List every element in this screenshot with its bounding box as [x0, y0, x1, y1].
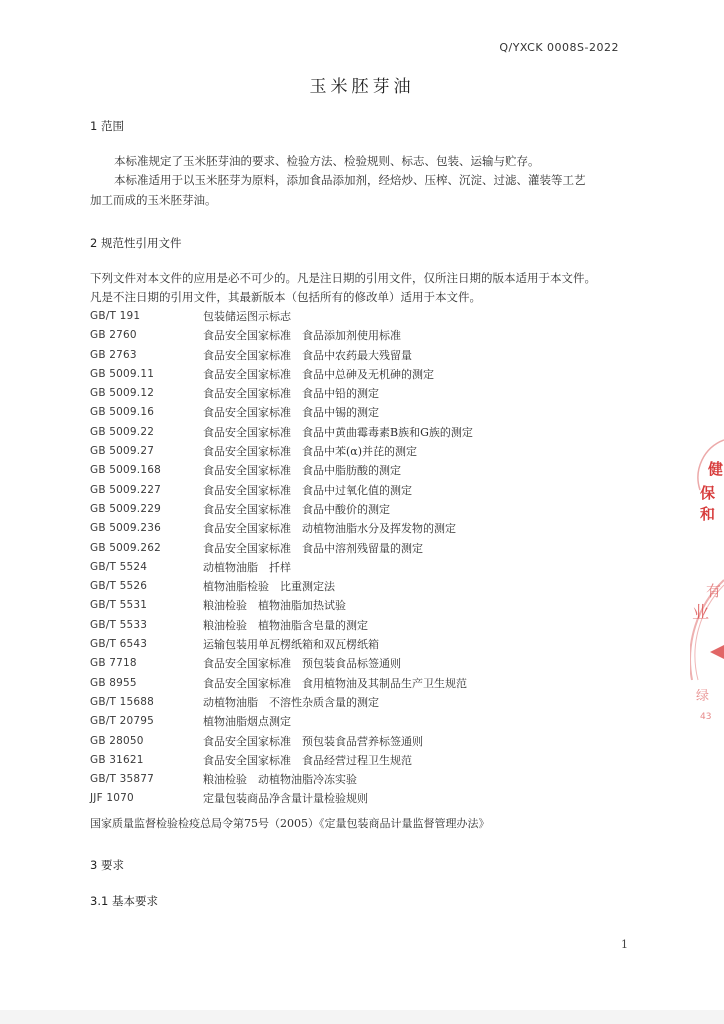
document-title: 玉米胚芽油 [309, 77, 415, 97]
reference-title: 动植物油脂 扦样 [203, 560, 291, 574]
reference-row [90, 751, 473, 770]
reference-title: 粮油检验 植物油脂加热试验 [203, 599, 346, 613]
seal-stamp [690, 430, 724, 760]
reference-title: 食品安全国家标准 食品中黄曲霉毒素B族和G族的测定 [203, 425, 473, 439]
reference-title: 食品安全国家标准 预包装食品标签通则 [203, 657, 401, 671]
reference-code: GB 5009.22 [90, 425, 155, 438]
seal-char-5: 绿 [696, 689, 710, 704]
reference-code: GB/T 35877 [90, 773, 155, 786]
reference-title: 食品安全国家标准 食品中锡的测定 [203, 406, 379, 420]
reference-title: 食品安全国家标准 动植物油脂水分及挥发物的测定 [203, 522, 456, 536]
reference-title: 食品安全国家标准 食用植物油及其制品生产卫生规范 [203, 676, 467, 690]
reference-title: 食品安全国家标准 食品中农药最大残留量 [203, 348, 412, 362]
reference-code: GB 5009.236 [90, 522, 161, 535]
reference-row [90, 403, 473, 422]
seal-char-6: 43 [700, 712, 712, 722]
reference-code: GB 5009.11 [90, 367, 155, 380]
section-1-para-2-line-1: 本标准适用于以玉米胚芽为原料，添加食品添加剂，经焙炒、压榨、沉淀、过滤、灌装等工艺 [114, 173, 586, 187]
reference-row [90, 577, 473, 596]
reference-code: GB/T 5533 [90, 618, 148, 631]
reference-code: GB 5009.227 [90, 483, 161, 496]
reference-row [90, 346, 473, 365]
reference-code: GB/T 5524 [90, 560, 148, 573]
reference-row [90, 461, 473, 480]
reference-title: 食品安全国家标准 食品添加剂使用标准 [203, 329, 401, 343]
reference-title: 粮油检验 植物油脂含皂量的测定 [203, 618, 368, 632]
reference-title: 运输包装用单瓦楞纸箱和双瓦楞纸箱 [203, 638, 379, 652]
reference-row [90, 442, 473, 461]
reference-row [90, 693, 473, 712]
reference-row [90, 712, 473, 731]
reference-row [90, 423, 473, 442]
reference-row [90, 539, 473, 558]
reference-code: GB/T 15688 [90, 695, 155, 708]
reference-title: 动植物油脂 不溶性杂质含量的测定 [203, 695, 379, 709]
reference-code: GB 5009.229 [90, 502, 161, 515]
reference-code: GB 8955 [90, 676, 137, 689]
reference-title: 食品安全国家标准 食品中脂肪酸的测定 [203, 464, 401, 478]
page-number: 1 [621, 938, 628, 951]
section-1-para-2-line-2: 加工而成的玉米胚芽油。 [90, 193, 217, 207]
reference-code: GB 7718 [90, 657, 137, 670]
section-2-heading: 2 规范性引用文件 [90, 236, 182, 250]
reference-title: 食品安全国家标准 食品中酸价的测定 [203, 502, 390, 516]
reference-row [90, 732, 473, 751]
reference-code: GB 5009.16 [90, 406, 155, 419]
reference-title: 食品安全国家标准 食品中苯(α)并芘的测定 [203, 445, 418, 459]
reference-code: GB 5009.168 [90, 464, 161, 477]
reference-code: GB 28050 [90, 734, 144, 747]
reference-title: 食品安全国家标准 食品中过氧化值的测定 [203, 483, 412, 497]
reference-row [90, 674, 473, 693]
decree-reference: 国家质量监督检验检疫总局令第75号（2005）《定量包装商品计量监督管理办法》 [90, 817, 490, 830]
reference-code: GB/T 20795 [90, 715, 155, 728]
reference-row [90, 365, 473, 384]
reference-code: GB 2763 [90, 348, 137, 361]
scan-bottom-edge [0, 1010, 724, 1024]
reference-title: 食品安全国家标准 食品中铅的测定 [203, 387, 379, 401]
seal-char-4: 有 [706, 582, 722, 600]
section-3-1-heading: 3.1 基本要求 [90, 894, 158, 908]
reference-row [90, 616, 473, 635]
reference-row [90, 326, 473, 345]
reference-row [90, 596, 473, 615]
reference-code: GB/T 6543 [90, 638, 148, 651]
reference-title: 粮油检验 动植物油脂冷冻实验 [203, 773, 357, 787]
reference-row [90, 635, 473, 654]
reference-code: JJF 1070 [90, 792, 134, 805]
reference-code: GB/T 5526 [90, 580, 148, 593]
seal-char-1: 健 [708, 460, 724, 478]
reference-row [90, 770, 473, 789]
reference-title: 包装储运图示标志 [203, 310, 291, 323]
section-2-intro-line-1: 下列文件对本文件的应用是必不可少的。凡是注日期的引用文件，仅所注日期的版本适用于本文件。 [90, 271, 596, 285]
reference-row [90, 481, 473, 500]
reference-row [90, 654, 473, 673]
reference-title: 食品安全国家标准 食品中总砷及无机砷的测定 [203, 367, 434, 381]
seal-char-2: 保和 [700, 484, 716, 523]
reference-code: GB/T 191 [90, 310, 141, 322]
reference-row [90, 500, 473, 519]
section-1-heading: 1 范围 [90, 119, 124, 133]
section-2-intro-line-2: 凡是不注日期的引用文件，其最新版本（包括所有的修改单）适用于本文件。 [90, 290, 481, 304]
reference-code: GB 5009.12 [90, 387, 155, 400]
reference-title: 植物油脂烟点测定 [203, 715, 291, 729]
reference-title: 食品安全国家标准 食品中溶剂残留量的测定 [203, 541, 423, 555]
section-1-para-1: 本标准规定了玉米胚芽油的要求、检验方法、检验规则、标志、包装、运输与贮存。 [114, 154, 540, 168]
reference-title: 定量包装商品净含量计量检验规则 [203, 792, 368, 806]
reference-title: 植物油脂检验 比重测定法 [203, 580, 335, 594]
seal-char-3: 业 [692, 603, 709, 623]
reference-row [90, 384, 473, 403]
reference-row [90, 558, 473, 577]
reference-title: 食品安全国家标准 食品经营过程卫生规范 [203, 753, 412, 767]
reference-title: 食品安全国家标准 预包装食品营养标签通则 [203, 734, 423, 748]
reference-code: GB 5009.27 [90, 445, 155, 458]
reference-row [90, 307, 473, 326]
section-3-heading: 3 要求 [90, 858, 124, 872]
reference-code: GB/T 5531 [90, 599, 148, 612]
normative-references-list [90, 307, 473, 809]
reference-code: GB 2760 [90, 329, 137, 342]
reference-row [90, 789, 473, 808]
reference-row [90, 519, 473, 538]
document-number: Q/YXCK 0008S-2022 [499, 41, 619, 54]
reference-code: GB 31621 [90, 753, 144, 766]
reference-code: GB 5009.262 [90, 541, 161, 554]
